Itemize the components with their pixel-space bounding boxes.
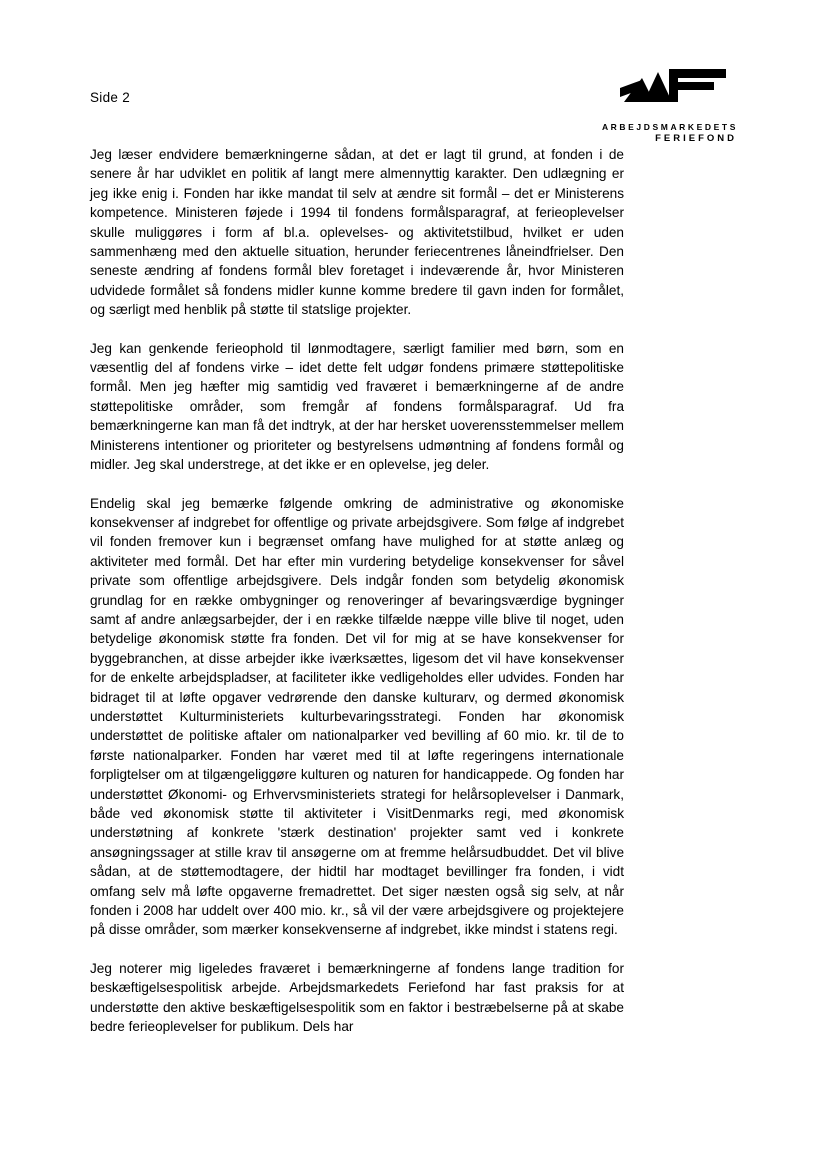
logo-line-1: ARBEJDSMARKEDETS — [601, 122, 738, 132]
paragraph: Endelig skal jeg bemærke følgende omkring de administrative og økonomiske konsekvenser af indgrebet for offentlige og private arbejdsgivere. Som følge af indgrebet vil fonden fremover kun i begrænset omfang have mulighed for at støtte anlæg og aktiviteter med formål. Det har efter min vurdering betydelige konsekvenser for såvel private som offentlige arbejdsgivere. Dels indgår fonden som betydelig økonomisk grundlag for en række ombygninger og renoveringer af bevaringsværdige bygninger samt af andre anlægsarbejder, der i en række tilfælde næppe ville blive til noget, uden betydelige økonomisk støtte fra fonden. Det vil for mig at se have konsekvenser for byggebranchen, at disse arbejder ikke iværksættes, ligesom det vil have konsekvenser for de enkelte arbejdspladser, at faciliteter ikke vedligeholdes eller udvides. Fonden har bidraget til at løfte opgaver vedrørende den danske kulturarv, og dermed økonomisk understøttet Kulturministeriets kulturbevaringsstrategi. Fonden har økonomisk understøttet de politiske aftaler om nationalparker ved bevilling af 60 mio. kr. til de to første nationalparker. Fonden har været med til at løfte regeringens internationale forpligtelser om at tilgængeliggøre kulturen og naturen for handicappede. Og fonden har understøttet Økonomi- og Erhvervsministeriets strategi for helårsoplevelser i Danmark, både ved økonomisk støtte til aktiviteter i VisitDenmarks regi, med økonomisk understøtning af konkrete 'stærk destination' projekter samt ved i konkrete ansøgningssager at stille krav til ansøgerne om at fremme helårsudbuddet. Det vil blive sådan, at de støttemodtagere, der hidtil har modtaget bevillinger fra fonden, i vidt omfang selv må løfte opgaverne fremadrettet. Det siger næsten også sig selv, at når fonden i 2008 har uddelt over 400 mio. kr., så vil der være arbejdsgivere og projektejere på disse områder, som mærker konsekvenserne af indgrebet, ikke mindst i statens regi. — [90, 495, 624, 938]
paragraph: Jeg noterer mig ligeledes fraværet i bemærkningerne af fondens lange tradition for beskæftigelsespolitisk arbejde. Arbejdsmarkedets Feriefond har fast praksis for at understøtte den aktive beskæftigelsespolitik som en faktor i bestræbelserne på at skabe bedre ferieoplevelser for publikum. Dels har — [90, 960, 624, 1035]
logo-line-2: FERIEFOND — [655, 133, 737, 144]
document-body — [90, 145, 624, 1036]
paragraph: Jeg kan genkende ferieophold til lønmodtagere, særligt familier med børn, som en væsentlig del af fondens virke – idet dette felt udgør fondens primære støttepolitiske formål. Men jeg hæfter mig samtidig ved fraværet i bemærkningerne af de andre støttepolitiske områder, som fremgår af fondens formålsparagraf. Ud fra bemærkningerne kan man få det indtryk, at der har hersket uoverensstemmelser mellem Ministerens intentioner og prioriteter og bestyrelsens udmøntning af fondens formål og midler. Jeg skal understrege, at det ikke er en oplevelse, jeg deler. — [90, 340, 624, 473]
paragraph: Jeg læser endvidere bemærkningerne sådan, at det er lagt til grund, at fonden i de senere år har udviklet en politik af langt mere almennyttig karakter. Den udlægning er jeg ikke enig i. Fonden har ikke mandat til selv at ændre sit formål – det er Ministerens kompetence. Ministeren føjede i 1994 til fondens formålsparagraf, at ferieoplevelser skulle muliggøres i form af bl.a. oplevelses- og aktivitetstilbud, hvilket er uden sammenhæng med den aktuelle situation, herunder feriecentrenes låneindfrielser. Den seneste ændring af fondens formål blev foretaget i indeværende år, hvor Ministeren udvidede formålet så fondens midler kunne komme bredere til gavn inden for formålet, og særligt med henblik på støtte til statslige projekter. — [90, 147, 624, 318]
page-number: Side 2 — [90, 90, 131, 105]
organization-logo — [558, 58, 738, 144]
af-logo-icon — [620, 58, 738, 116]
